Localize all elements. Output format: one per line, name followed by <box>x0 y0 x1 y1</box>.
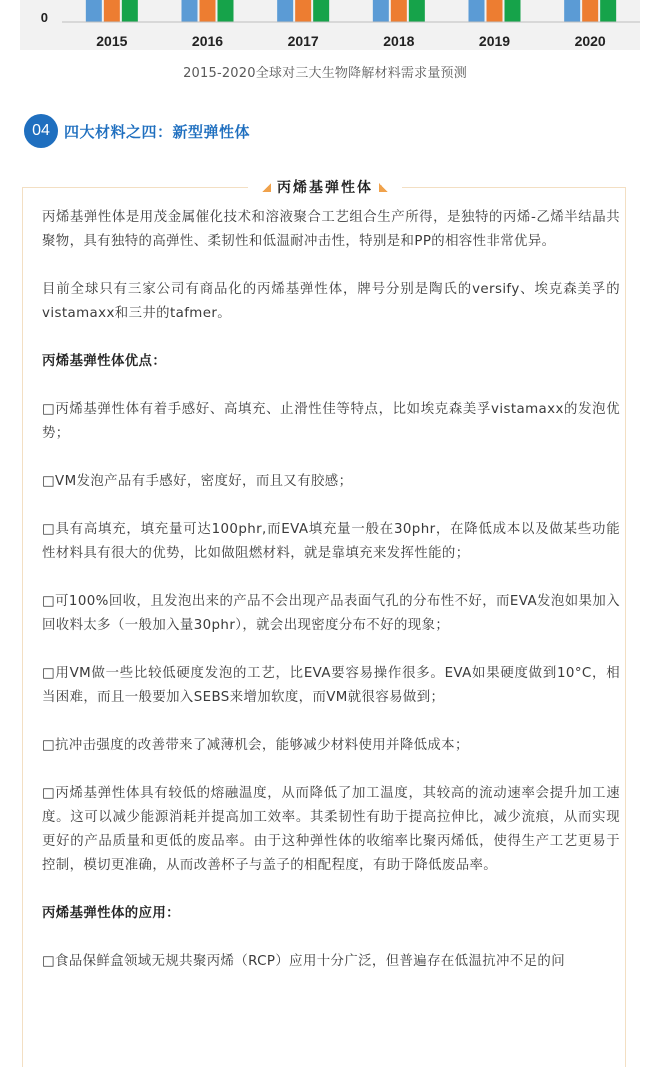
triangle-decor-icon <box>379 183 388 192</box>
bar-series-3-2020 <box>600 0 616 22</box>
bar-series-1-2018 <box>373 0 389 22</box>
bar-series-3-2018 <box>409 0 425 22</box>
list-item: □抗冲击强度的改善带来了减薄机会，能够减少材料使用并降低成本； <box>42 738 469 753</box>
bar-series-2-2019 <box>487 0 503 22</box>
bar-series-3-2019 <box>505 0 521 22</box>
subheading: 丙烯基弹性体的应用： <box>42 906 180 921</box>
section-number-badge: 04 <box>24 114 58 148</box>
bar-chart <box>0 0 650 58</box>
paragraph: 丙烯基弹性体是用茂金属催化技术和溶液聚合工艺组合生产所得，是独特的丙烯-乙烯半结晶共聚物，具有独特的高弹性、柔韧性和低温耐冲击性，特别是和PP的相容性非常优异。 <box>42 210 620 249</box>
box-title-row <box>0 178 650 196</box>
x-tick-label: 2019 <box>478 33 511 49</box>
x-tick-label: 2017 <box>287 33 319 49</box>
bar-series-3-2017 <box>313 0 329 22</box>
bar-series-1-2020 <box>564 0 580 22</box>
list-item: □食品保鲜盒领域无规共聚丙烯（RCP）应用十分广泛，但普遍存在低温抗冲不足的问 <box>42 954 565 969</box>
subheading: 丙烯基弹性体优点： <box>42 354 167 369</box>
bar-series-1-2015 <box>86 0 102 22</box>
bar-series-2-2020 <box>582 0 598 22</box>
paragraph: 目前全球只有三家公司有商品化的丙烯基弹性体，牌号分别是陶氏的versify、埃克森美孚的vistamaxx和三井的tafmer。 <box>42 282 620 321</box>
bar-series-2-2017 <box>295 0 311 22</box>
x-tick-label: 2015 <box>96 33 128 49</box>
x-tick-label: 2016 <box>191 33 224 49</box>
list-item: □VM发泡产品有手感好，密度好，而且又有胶感； <box>42 474 353 489</box>
article-content <box>42 206 620 998</box>
list-item: □丙烯基弹性体具有较低的熔融温度，从而降低了加工温度，其较高的流动速率会提升加工速度。这可以减少能源消耗并提高加工效率。其柔韧性有助于提高拉伸比，减少流痕，从而实现更好的产品质量和更低的废品率。由于这种弹性体的收缩率比聚丙烯低，使得生产工艺更易于控制，模切更准确，从而改善杯子与盖子的相配程度，有助于降低废品率。 <box>42 786 620 873</box>
y-tick-label: 0 <box>40 10 48 25</box>
bar-series-2-2018 <box>391 0 407 22</box>
box-title <box>248 177 402 197</box>
chart-caption: 2015-2020全球对三大生物降解材料需求量预测 <box>183 66 467 81</box>
bar-series-2-2016 <box>200 0 216 22</box>
bar-series-3-2015 <box>122 0 138 22</box>
box-title-text: 丙烯基弹性体 <box>277 180 373 196</box>
list-item: □可100%回收，且发泡出来的产品不会出现产品表面气孔的分布性不好，而EVA发泡如果加入回收料太多（一般加入量30phr），就会出现密度分布不好的现象； <box>42 594 620 633</box>
list-item: □丙烯基弹性体有着手感好、高填充、止滑性佳等特点，比如埃克森美孚vistamaxx的发泡优势； <box>42 402 620 441</box>
list-item: □用VM做一些比较低硬度发泡的工艺，比EVA要容易操作很多。EVA如果硬度做到10°C，相当困难，而且一般要加入SEBS来增加软度，而VM就很容易做到； <box>42 666 620 705</box>
section-title: 四大材料之四：新型弹性体 <box>64 122 251 141</box>
x-tick-label: 2018 <box>383 33 415 49</box>
bar-series-1-2017 <box>277 0 293 22</box>
bar-series-2-2015 <box>104 0 120 22</box>
section-header <box>24 114 250 148</box>
bar-series-1-2016 <box>182 0 198 22</box>
bar-series-3-2016 <box>218 0 234 22</box>
triangle-decor-icon <box>262 183 271 192</box>
chart-fragment <box>0 0 650 58</box>
bar-series-1-2019 <box>469 0 485 22</box>
list-item: □具有高填充，填充量可达100phr,而EVA填充量一般在30phr，在降低成本以及做某些功能性材料具有很大的优势，比如做阻燃材料，就是靠填充来发挥性能的； <box>42 522 620 561</box>
x-tick-label: 2020 <box>574 33 606 49</box>
